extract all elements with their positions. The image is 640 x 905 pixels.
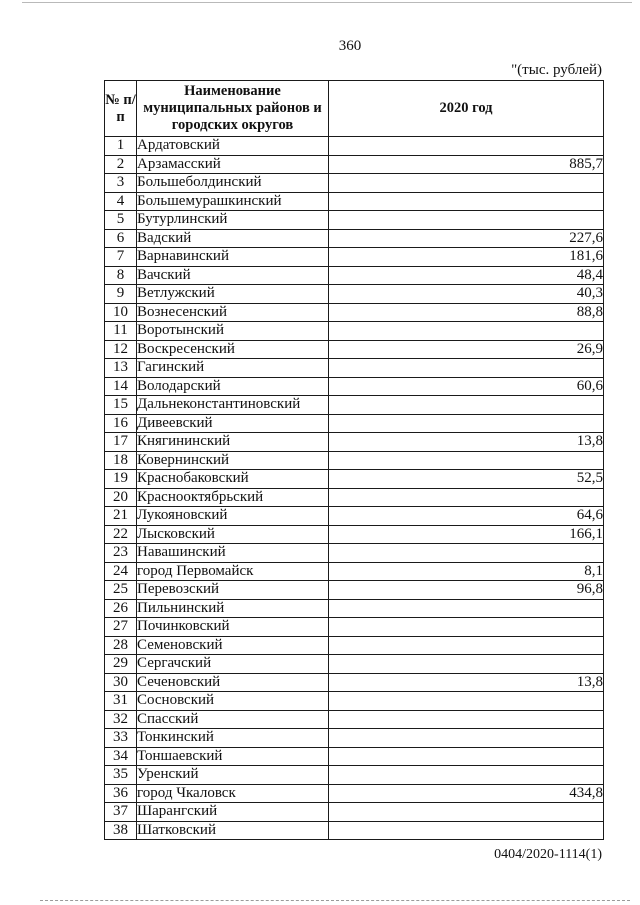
row-value (329, 766, 604, 785)
row-value (329, 710, 604, 729)
row-number: 37 (105, 803, 137, 822)
row-value (329, 747, 604, 766)
table-row (105, 396, 604, 415)
row-number: 23 (105, 544, 137, 563)
table-row (105, 488, 604, 507)
row-value: 96,8 (329, 581, 604, 600)
row-value (329, 451, 604, 470)
row-value (329, 359, 604, 378)
row-number: 2 (105, 155, 137, 174)
row-district-name: Арзамасский (137, 155, 329, 174)
row-district-name: город Первомайск (137, 562, 329, 581)
row-district-name: Краснооктябрьский (137, 488, 329, 507)
row-district-name: Вадский (137, 229, 329, 248)
row-number: 29 (105, 655, 137, 674)
row-number: 35 (105, 766, 137, 785)
row-number: 13 (105, 359, 137, 378)
row-value (329, 192, 604, 211)
row-district-name: Лукояновский (137, 507, 329, 526)
row-value (329, 396, 604, 415)
table-row (105, 359, 604, 378)
row-value: 8,1 (329, 562, 604, 581)
row-district-name: Варнавинский (137, 248, 329, 267)
row-district-name: Семеновский (137, 636, 329, 655)
row-district-name: Сеченовский (137, 673, 329, 692)
table-row (105, 766, 604, 785)
table-row (105, 562, 604, 581)
row-number: 19 (105, 470, 137, 489)
row-district-name: Княгининский (137, 433, 329, 452)
table-row (105, 507, 604, 526)
row-value: 52,5 (329, 470, 604, 489)
row-number: 9 (105, 285, 137, 304)
table-row (105, 248, 604, 267)
table-header-row (105, 81, 604, 137)
table-row (105, 137, 604, 156)
row-value: 26,9 (329, 340, 604, 359)
row-value (329, 636, 604, 655)
row-number: 14 (105, 377, 137, 396)
row-district-name: Шатковский (137, 821, 329, 840)
row-district-name: Лысковский (137, 525, 329, 544)
table-row (105, 414, 604, 433)
row-value (329, 137, 604, 156)
row-number: 33 (105, 729, 137, 748)
row-district-name: город Чкаловск (137, 784, 329, 803)
row-value (329, 488, 604, 507)
row-value: 13,8 (329, 433, 604, 452)
row-number: 3 (105, 174, 137, 193)
row-value (329, 414, 604, 433)
row-district-name: Тонкинский (137, 729, 329, 748)
table-row (105, 377, 604, 396)
row-district-name: Большеболдинский (137, 174, 329, 193)
row-value (329, 803, 604, 822)
table-row (105, 340, 604, 359)
row-number: 1 (105, 137, 137, 156)
row-value: 60,6 (329, 377, 604, 396)
top-scan-line (22, 2, 632, 3)
table-row (105, 451, 604, 470)
row-number: 38 (105, 821, 137, 840)
table-row (105, 599, 604, 618)
table-row (105, 636, 604, 655)
row-number: 20 (105, 488, 137, 507)
row-district-name: Перевозский (137, 581, 329, 600)
table-row (105, 618, 604, 637)
table-row (105, 803, 604, 822)
row-number: 24 (105, 562, 137, 581)
table-row (105, 155, 604, 174)
row-number: 32 (105, 710, 137, 729)
row-district-name: Володарский (137, 377, 329, 396)
row-value (329, 599, 604, 618)
row-number: 17 (105, 433, 137, 452)
table-row (105, 655, 604, 674)
table-row (105, 229, 604, 248)
row-number: 15 (105, 396, 137, 415)
table-row (105, 285, 604, 304)
row-value: 13,8 (329, 673, 604, 692)
row-district-name: Воскресенский (137, 340, 329, 359)
table-row (105, 433, 604, 452)
row-value (329, 211, 604, 230)
header-name: Наименование муниципальных районов и городских округов (137, 81, 329, 137)
row-number: 26 (105, 599, 137, 618)
row-number: 5 (105, 211, 137, 230)
row-district-name: Ветлужский (137, 285, 329, 304)
row-number: 22 (105, 525, 137, 544)
row-value: 181,6 (329, 248, 604, 267)
row-value (329, 729, 604, 748)
row-value (329, 692, 604, 711)
row-district-name: Сосновский (137, 692, 329, 711)
row-district-name: Большемурашкинский (137, 192, 329, 211)
table-row (105, 544, 604, 563)
row-district-name: Уренский (137, 766, 329, 785)
row-district-name: Ковернинский (137, 451, 329, 470)
table-body (105, 137, 604, 840)
row-district-name: Гагинский (137, 359, 329, 378)
table-row (105, 525, 604, 544)
table-row (105, 174, 604, 193)
row-value: 48,4 (329, 266, 604, 285)
table-row (105, 303, 604, 322)
row-number: 18 (105, 451, 137, 470)
row-number: 34 (105, 747, 137, 766)
table-row (105, 266, 604, 285)
row-value (329, 322, 604, 341)
row-district-name: Шарангский (137, 803, 329, 822)
row-district-name: Бутурлинский (137, 211, 329, 230)
row-district-name: Вознесенский (137, 303, 329, 322)
header-number: № п/п (105, 81, 137, 137)
row-number: 7 (105, 248, 137, 267)
row-value: 885,7 (329, 155, 604, 174)
row-value (329, 618, 604, 637)
table-row (105, 729, 604, 748)
row-number: 36 (105, 784, 137, 803)
row-value (329, 821, 604, 840)
row-value: 227,6 (329, 229, 604, 248)
row-district-name: Тоншаевский (137, 747, 329, 766)
row-number: 21 (105, 507, 137, 526)
row-district-name: Дальнеконстантиновский (137, 396, 329, 415)
row-number: 27 (105, 618, 137, 637)
row-number: 28 (105, 636, 137, 655)
table-row (105, 581, 604, 600)
units-note: "(тыс. рублей) (511, 62, 602, 78)
row-value (329, 544, 604, 563)
row-value: 64,6 (329, 507, 604, 526)
row-number: 8 (105, 266, 137, 285)
table-row (105, 470, 604, 489)
table-row (105, 747, 604, 766)
table-row (105, 692, 604, 711)
row-value (329, 174, 604, 193)
row-number: 12 (105, 340, 137, 359)
row-district-name: Сергачский (137, 655, 329, 674)
row-district-name: Пильнинский (137, 599, 329, 618)
row-number: 11 (105, 322, 137, 341)
row-district-name: Ардатовский (137, 137, 329, 156)
row-number: 30 (105, 673, 137, 692)
bottom-scan-line (40, 900, 630, 901)
page-number: 360 (338, 38, 362, 54)
table-row (105, 192, 604, 211)
row-value: 166,1 (329, 525, 604, 544)
row-value: 434,8 (329, 784, 604, 803)
row-number: 25 (105, 581, 137, 600)
table-row (105, 710, 604, 729)
document-code: 0404/2020-1114(1) (494, 847, 602, 862)
row-district-name: Дивеевский (137, 414, 329, 433)
table-row (105, 211, 604, 230)
table-row (105, 784, 604, 803)
row-number: 16 (105, 414, 137, 433)
row-district-name: Вачский (137, 266, 329, 285)
row-district-name: Спасский (137, 710, 329, 729)
budget-table (104, 80, 604, 840)
row-district-name: Навашинский (137, 544, 329, 563)
header-value: 2020 год (329, 81, 604, 137)
table-row (105, 673, 604, 692)
row-district-name: Починковский (137, 618, 329, 637)
row-number: 6 (105, 229, 137, 248)
row-district-name: Воротынский (137, 322, 329, 341)
row-number: 31 (105, 692, 137, 711)
row-value: 40,3 (329, 285, 604, 304)
row-number: 4 (105, 192, 137, 211)
row-number: 10 (105, 303, 137, 322)
row-value (329, 655, 604, 674)
row-value: 88,8 (329, 303, 604, 322)
table-row (105, 821, 604, 840)
table-row (105, 322, 604, 341)
row-district-name: Краснобаковский (137, 470, 329, 489)
